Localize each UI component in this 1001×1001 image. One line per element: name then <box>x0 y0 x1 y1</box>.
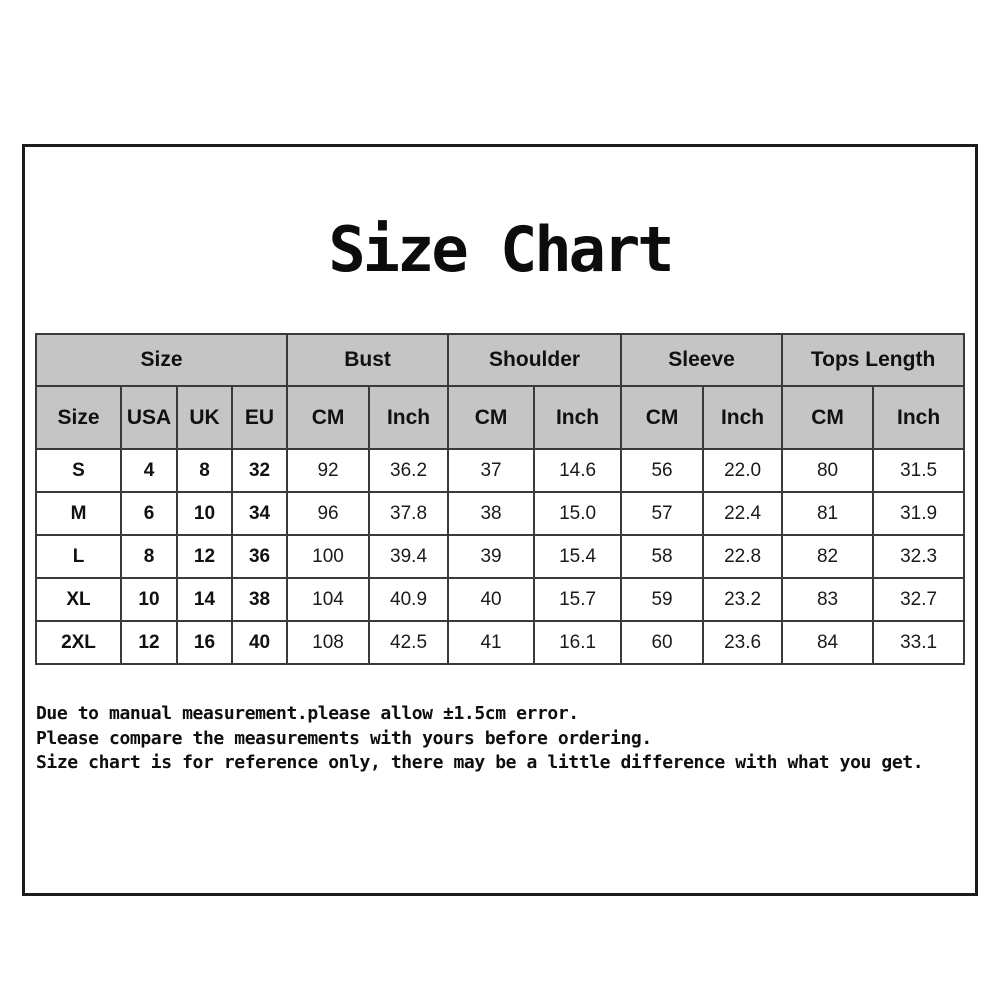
table-cell: 40.9 <box>369 578 448 621</box>
column-header-shoulder-inch: Inch <box>534 386 621 449</box>
page-border <box>22 144 978 896</box>
column-header-sleeve-inch: Inch <box>703 386 782 449</box>
table-cell: 15.0 <box>534 492 621 535</box>
table-cell: 42.5 <box>369 621 448 664</box>
table-cell: 22.4 <box>703 492 782 535</box>
group-header-shoulder: Shoulder <box>448 334 621 386</box>
table-cell: 41 <box>448 621 534 664</box>
table-cell: 81 <box>782 492 873 535</box>
table-cell: 32 <box>232 449 287 492</box>
table-row <box>36 449 964 492</box>
size-table <box>35 333 965 665</box>
group-header-size: Size <box>36 334 287 386</box>
table-cell: 22.8 <box>703 535 782 578</box>
table-row <box>36 578 964 621</box>
size-label-cell: L <box>36 535 121 578</box>
table-header <box>36 334 964 449</box>
table-row <box>36 492 964 535</box>
column-header-eu: EU <box>232 386 287 449</box>
table-cell: 58 <box>621 535 703 578</box>
table-cell: 40 <box>232 621 287 664</box>
table-cell: 32.7 <box>873 578 964 621</box>
table-cell: 96 <box>287 492 369 535</box>
table-cell: 59 <box>621 578 703 621</box>
table-cell: 10 <box>177 492 232 535</box>
column-header-uk: UK <box>177 386 232 449</box>
column-header-bust-cm: CM <box>287 386 369 449</box>
table-cell: 23.6 <box>703 621 782 664</box>
measurement-notes <box>36 702 966 776</box>
table-cell: 33.1 <box>873 621 964 664</box>
table-cell: 80 <box>782 449 873 492</box>
group-header-bust: Bust <box>287 334 448 386</box>
table-cell: 12 <box>177 535 232 578</box>
note-line: Size chart is for reference only, there may be a little difference with what you get. <box>36 752 924 773</box>
size-label-cell: S <box>36 449 121 492</box>
table-cell: 100 <box>287 535 369 578</box>
column-header-usa: USA <box>121 386 177 449</box>
table-cell: 84 <box>782 621 873 664</box>
table-cell: 39 <box>448 535 534 578</box>
table-cell: 16 <box>177 621 232 664</box>
group-header-row <box>36 334 964 386</box>
table-cell: 22.0 <box>703 449 782 492</box>
column-header-row <box>36 386 964 449</box>
note-line: Please compare the measurements with yours before ordering. <box>36 727 652 749</box>
table-cell: 40 <box>448 578 534 621</box>
table-cell: 104 <box>287 578 369 621</box>
column-header-tops-cm: CM <box>782 386 873 449</box>
table-cell: 57 <box>621 492 703 535</box>
column-header-size: Size <box>36 386 121 449</box>
table-cell: 38 <box>232 578 287 621</box>
table-cell: 39.4 <box>369 535 448 578</box>
column-header-sleeve-cm: CM <box>621 386 703 449</box>
table-cell: 8 <box>177 449 232 492</box>
table-cell: 92 <box>287 449 369 492</box>
table-cell: 108 <box>287 621 369 664</box>
table-body <box>36 449 964 664</box>
table-cell: 31.5 <box>873 449 964 492</box>
table-cell: 56 <box>621 449 703 492</box>
note-line: Due to manual measurement.please allow ±1.5cm error. <box>36 703 579 724</box>
table-cell: 36 <box>232 535 287 578</box>
group-header-tops-length: Tops Length <box>782 334 964 386</box>
table-cell: 23.2 <box>703 578 782 621</box>
table-cell: 37 <box>448 449 534 492</box>
column-header-tops-inch: Inch <box>873 386 964 449</box>
table-row <box>36 621 964 664</box>
table-cell: 14.6 <box>534 449 621 492</box>
table-cell: 38 <box>448 492 534 535</box>
column-header-shoulder-cm: CM <box>448 386 534 449</box>
table-cell: 60 <box>621 621 703 664</box>
table-cell: 12 <box>121 621 177 664</box>
table-row <box>36 535 964 578</box>
column-header-bust-inch: Inch <box>369 386 448 449</box>
table-cell: 32.3 <box>873 535 964 578</box>
table-cell: 34 <box>232 492 287 535</box>
table-cell: 15.4 <box>534 535 621 578</box>
size-label-cell: 2XL <box>36 621 121 664</box>
table-cell: 10 <box>121 578 177 621</box>
table-cell: 15.7 <box>534 578 621 621</box>
table-cell: 31.9 <box>873 492 964 535</box>
table-cell: 14 <box>177 578 232 621</box>
table-cell: 8 <box>121 535 177 578</box>
table-cell: 16.1 <box>534 621 621 664</box>
size-label-cell: XL <box>36 578 121 621</box>
table-cell: 83 <box>782 578 873 621</box>
table-cell: 82 <box>782 535 873 578</box>
table-cell: 37.8 <box>369 492 448 535</box>
group-header-sleeve: Sleeve <box>621 334 782 386</box>
size-label-cell: M <box>36 492 121 535</box>
table-cell: 6 <box>121 492 177 535</box>
page-title: Size Chart <box>328 213 672 286</box>
table-cell: 36.2 <box>369 449 448 492</box>
table-cell: 4 <box>121 449 177 492</box>
